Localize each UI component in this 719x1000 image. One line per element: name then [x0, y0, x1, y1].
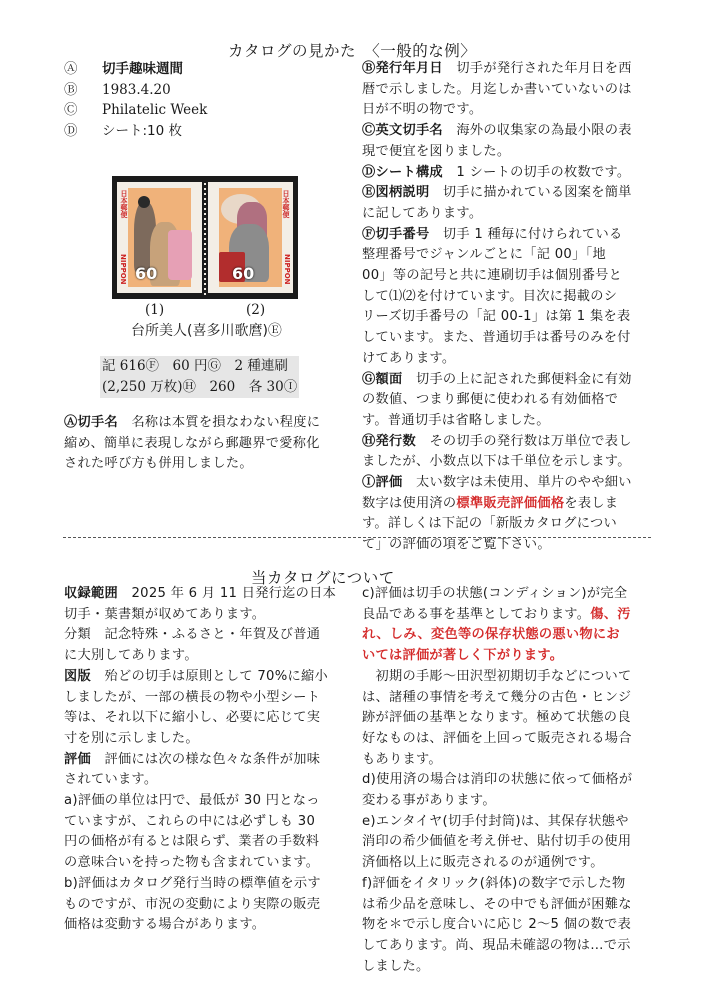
body-text: a)評価の単位は円で、最低が 30 円となっ [64, 793, 320, 809]
body-text: されています。 [64, 772, 158, 788]
body-text: しました。 [362, 958, 430, 974]
marker-c: Ⓒ [64, 102, 78, 118]
perforation [204, 180, 206, 295]
legend-text: を表しま [564, 495, 619, 511]
body-text: 済価格以上に販売されるのが通例です。 [362, 855, 604, 871]
price-line-1: 記 616Ⓕ 60 円Ⓖ 2 種連刷 [100, 356, 299, 377]
legend-text: 1 シートの切手の枚数です。 [442, 164, 631, 180]
price-line-2: (2,250 万枚)Ⓗ 260 各 30Ⓘ [100, 377, 299, 398]
legend-head-h: Ⓗ発行数 [362, 433, 416, 449]
body-text: 良品である事を基準としております。 [362, 606, 591, 622]
legend-text: リーズ切手番号の「記 00-1」は第 1 集を表 [362, 309, 631, 325]
stamp-pair-image [112, 176, 298, 299]
legend-head-c: Ⓒ英文切手名 [362, 123, 443, 139]
body-text: しましたが、一部の横長の物や小型シート [64, 689, 321, 705]
legend-head-g: Ⓖ額面 [362, 371, 403, 387]
stamp-2-country-jp: 日本郵便 [282, 190, 290, 218]
body-text: 等は、それ以下に縮小し、必要に応じて実 [64, 710, 321, 726]
stamp-label-1: (1) [145, 302, 165, 318]
body-text: は希少品を意味し、その中でも評価が困難な [362, 896, 632, 912]
body-text: に大別してあります。 [64, 648, 198, 664]
head-coverage: 収録範囲 [64, 586, 118, 601]
body-text: 分類 記念特殊・ふるさと・年賀及び普通 [64, 627, 321, 643]
legend-text: 切手が発行された年月日を西 [442, 61, 632, 76]
body-text: 消印の希少価値を考え併せ、貼付切手の使用 [362, 834, 632, 850]
body-text: 切手・葉書類が収めてあります。 [64, 606, 266, 622]
legend-text: に記してあります。 [362, 205, 483, 221]
body-text: 跡が評価の基準となります。極めて状態の良 [362, 710, 631, 726]
note-text: された呼び方も併用しました。 [64, 456, 253, 472]
legend-notes [362, 59, 632, 556]
body-text: 寸を別に示しました。 [64, 730, 199, 746]
body-text: 2025 年 6 月 11 日発行迄の日本 [117, 586, 337, 601]
legend-text: ましたが、小数点以下は千単位を示します。 [362, 454, 631, 470]
legend-text: その切手の発行数は万単位で表し [415, 433, 632, 449]
legend-head-b: Ⓑ発行年月日 [362, 61, 443, 76]
condition-warning: いては評価が著しく下がります。 [362, 648, 564, 664]
body-text: b)評価はカタログ発行当時の標準値を示す [64, 875, 321, 891]
body-text: 殆どの切手は原則として 70%に縮小 [90, 668, 328, 684]
legend-text: 日が不明の物です。 [362, 102, 483, 118]
legend-text: 切手 1 種毎に付けられている [429, 226, 623, 242]
body-text: f)評価をイタリック(斜体)の数字で示した物 [362, 875, 626, 891]
legend-text: 海外の収集家の為最小限の表 [442, 123, 632, 139]
legend-text: 暦で示しました。月迄しか書いていないのは [362, 81, 632, 97]
body-text: 変わる事があります。 [362, 793, 496, 809]
body-text: ものですが、市況の変動により実際の販売 [64, 896, 321, 912]
head-valuation: 評価 [64, 751, 91, 767]
legend-text: 整理番号でジャンルごとに「記 00」「地 [362, 247, 606, 263]
stamp-2 [208, 182, 293, 293]
stamp-caption: 台所美人(喜多川歌麿)Ⓔ [131, 323, 282, 339]
reference-row-b [64, 80, 207, 101]
condition-warning: れ、しみ、変色等の保存状態の悪い物にお [362, 627, 620, 643]
about-right-column [362, 584, 632, 977]
issue-date: 1983.4.20 [102, 81, 171, 98]
reference-row-c [64, 100, 207, 121]
legend-text: 太い数字は未使用、単片のやや細い [402, 475, 632, 491]
stamp-1-country-latin: NIPPON [119, 254, 127, 285]
body-text: の意味合いを持った物も含まれています。 [64, 855, 320, 871]
marker-b: Ⓑ [64, 81, 78, 98]
legend-head-i: Ⓘ評価 [362, 475, 403, 491]
body-text: e)エンタイヤ(切手付封筒)は、其保存状態や [362, 813, 629, 829]
legend-head-e: Ⓔ図柄説明 [362, 185, 430, 201]
note-head-a: Ⓐ切手名 [64, 415, 118, 430]
body-text: ていますが、これらの中には必ずしも 30 [64, 813, 316, 829]
legend-text: 現で便宜を図りました。 [362, 143, 511, 159]
legend-text: 切手の上に記された郵便料金に有効 [402, 371, 632, 387]
legend-text: しています。また、普通切手は番号のみを付 [362, 330, 631, 346]
note-text: 縮め、簡単に表現しながら郵趣界で愛称化 [64, 435, 320, 451]
legend-head-d: Ⓓシート構成 [362, 164, 443, 180]
marker-a: Ⓐ [64, 61, 78, 77]
head-illustrations: 図版 [64, 668, 91, 684]
body-text: c)評価は切手の状態(コンディション)が完全 [362, 586, 628, 601]
legend-text: 切手に描かれている図案を簡単 [429, 185, 632, 201]
section-title-about-catalog: 当カタログについて [251, 569, 395, 587]
body-text: は、諸種の事情を考えて幾分の古色・ヒンジ [362, 689, 632, 705]
body-text: 価格は変動する場合があります。 [64, 917, 266, 933]
stamp-1 [117, 182, 202, 293]
reference-row-a [64, 59, 207, 80]
stamp-2-face-value: 60 [232, 264, 255, 283]
legend-text: けてあります。 [362, 350, 456, 366]
body-text: d)使用済の場合は消印の状態に依って価格が [362, 772, 633, 788]
section-title-how-to-read: カタログの見かた 〈一般的な例〉 [228, 42, 477, 60]
legend-text: 00」等の記号と共に連刷切手は個別番号と [362, 268, 623, 284]
body-text: 初期の手彫～田沢型初期切手などについて [362, 668, 632, 684]
price-block [100, 356, 299, 398]
condition-warning: 傷、汚 [590, 606, 631, 622]
legend-text: して⑴⑵を付けています。目次に掲載のシ [362, 288, 618, 304]
note-stamp-name [64, 413, 320, 475]
stamp-2-country-latin: NIPPON [283, 254, 291, 285]
stamp-1-face-value: 60 [135, 264, 158, 283]
stamp-1-country-jp: 日本郵便 [120, 190, 128, 218]
reference-row-d [64, 121, 207, 142]
section-divider [63, 537, 651, 538]
body-text: もあります。 [362, 751, 442, 767]
marker-d: Ⓓ [64, 122, 78, 139]
legend-text: 数字は使用済の [362, 495, 457, 511]
sheet-count: シート:10 枚 [102, 122, 183, 139]
body-text: してあります。尚、現品未確認の物は…で示 [362, 937, 631, 953]
stamp-name: 切手趣味週間 [102, 61, 183, 77]
body-text: 好なものは、評価を上回って販売される場合 [362, 730, 632, 746]
note-text: 名称は本質を損なわない程度に [117, 415, 321, 430]
legend-head-f: Ⓕ切手番号 [362, 226, 430, 242]
body-text: 物を＊で示し度合いに応じ 2～5 個の数で表 [362, 917, 632, 933]
about-left-column [64, 584, 336, 936]
reference-list [64, 59, 207, 141]
highlight-standard-price: 標準販売評価価格 [456, 495, 565, 511]
legend-text: て」の評価の項をご覧下さい。 [362, 537, 551, 553]
legend-text: の数値、つまり郵便に使われる有効価格で [362, 392, 619, 408]
body-text: 円の価格が有るとは限らず、業者の手数料 [64, 834, 320, 850]
legend-text: す。詳しくは下記の「新版カタログについ [362, 516, 617, 532]
stamp-label-2: (2) [246, 302, 266, 318]
english-name: Philatelic Week [102, 102, 208, 118]
body-text: 評価には次の様な色々な条件が加味 [90, 751, 321, 767]
legend-text: す。普通切手は省略しました。 [362, 412, 550, 428]
